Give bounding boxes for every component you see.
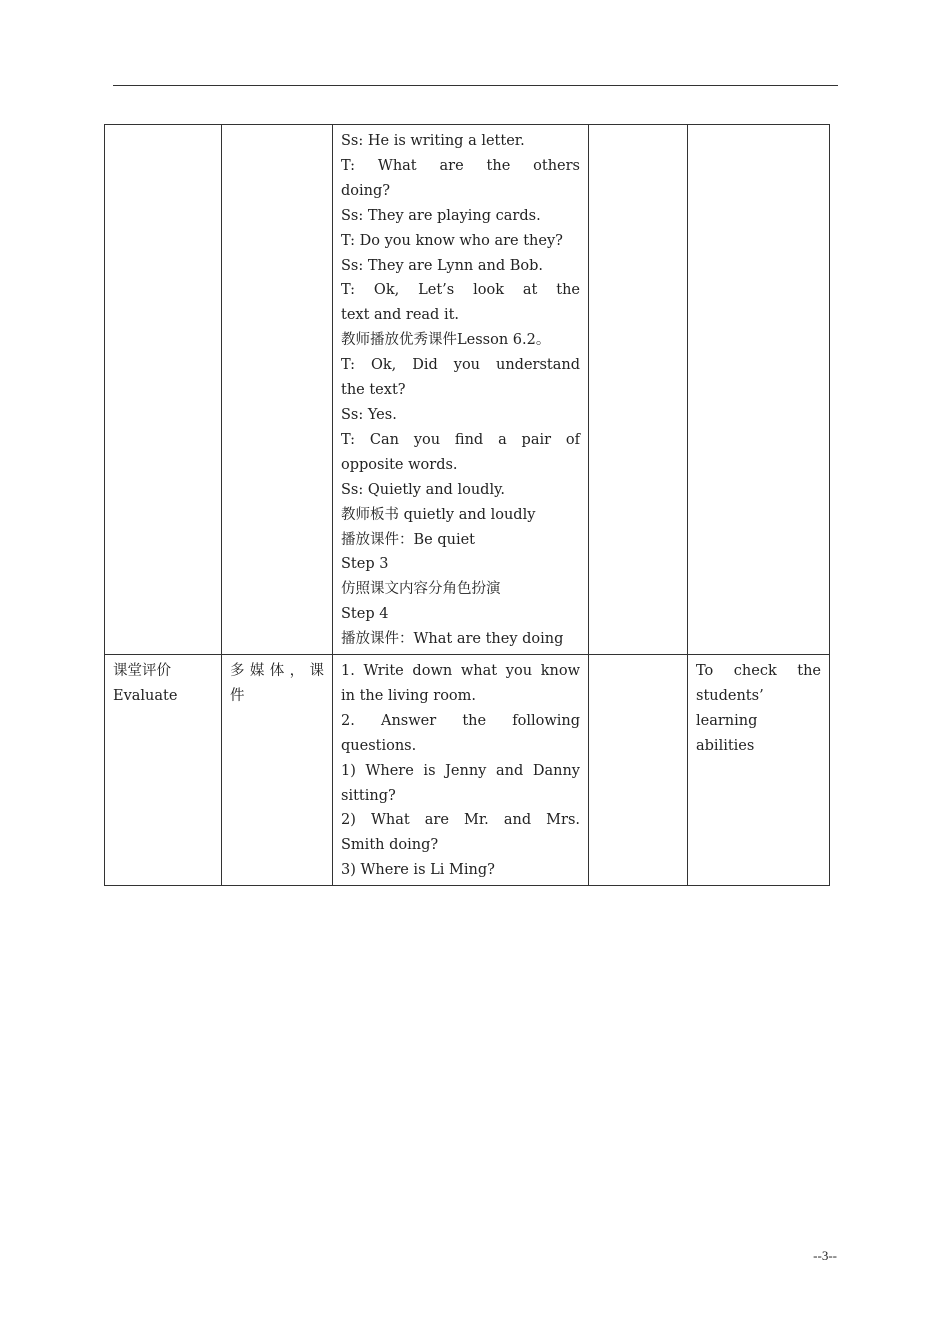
cell-text-line: doing? — [341, 182, 391, 199]
cell-text-line: T: Ok, Did you understand — [341, 357, 580, 374]
cell-text-line: 多媒体，课 — [230, 663, 324, 680]
cell-text-line: T: Do you know who are they? — [341, 232, 563, 249]
page-number: --3-- — [813, 1248, 837, 1263]
cell-text-line: 1. Write down what you know — [341, 663, 580, 680]
method-cell — [222, 655, 333, 886]
cell-text-line: 1) Where is Jenny and Danny — [341, 762, 580, 779]
cell-text-line: text and read it. — [341, 307, 460, 324]
cell-text-line: Ss: Quietly and loudly. — [341, 481, 505, 498]
activity-cell — [333, 655, 589, 886]
cell-text-line: Ss: They are playing cards. — [341, 207, 541, 224]
table-row — [105, 655, 830, 886]
cell-text-line: 课堂评价 — [113, 663, 171, 680]
cell-text-line: sitting? — [341, 787, 396, 804]
cell-text-line: T: Ok, Let’s look at the — [341, 282, 580, 299]
stage-cell — [105, 125, 222, 655]
cell-text-line: Evaluate — [113, 687, 178, 704]
cell-text-line: 教师板书 quietly and loudly — [341, 506, 536, 523]
lesson-plan-table — [104, 124, 830, 886]
cell-text-line: Step 4 — [341, 606, 389, 623]
stage-cell — [105, 655, 222, 886]
cell-text-line: T: What are the others — [341, 157, 580, 174]
cell-text-line: 播放课件：Be quiet — [341, 531, 476, 548]
cell-text-line: Ss: Yes. — [341, 406, 397, 423]
method-cell — [222, 125, 333, 655]
activity-cell — [333, 125, 589, 655]
cell-text-line: Ss: He is writing a letter. — [341, 133, 525, 149]
cell-text-line: T: Can you find a pair of — [341, 431, 580, 448]
cell-text-line: Ss: They are Lynn and Bob. — [341, 257, 544, 274]
time-cell — [589, 655, 688, 886]
cell-text-line: To check the — [696, 663, 821, 680]
cell-text-line: Smith doing? — [341, 837, 439, 854]
cell-text-line: 播放课件：What are they doing — [341, 631, 564, 648]
cell-text-line: in the living room. — [341, 687, 477, 704]
cell-text-line: learning — [696, 712, 758, 729]
cell-text-line: 仿照课文内容分角色扮演 — [341, 581, 501, 598]
table-row — [105, 125, 830, 655]
cell-text-line: 3) Where is Li Ming? — [341, 862, 495, 879]
cell-text-line: 2. Answer the following — [341, 712, 580, 729]
cell-text-line: abilities — [696, 737, 755, 754]
cell-text-line: 件 — [230, 687, 245, 704]
cell-text-line: students’ — [696, 687, 764, 704]
cell-text-line: 教师播放优秀课件Lesson 6.2。 — [341, 332, 551, 349]
cell-text-line: questions. — [341, 737, 417, 754]
cell-text-line: the text? — [341, 382, 406, 399]
purpose-cell — [688, 125, 830, 655]
cell-text-line: 2) What are Mr. and Mrs. — [341, 812, 580, 829]
table-body — [105, 125, 830, 886]
time-cell — [589, 125, 688, 655]
purpose-cell — [688, 655, 830, 886]
cell-text-line: opposite words. — [341, 456, 458, 473]
header-rule — [113, 85, 838, 86]
cell-text-line: Step 3 — [341, 556, 389, 573]
